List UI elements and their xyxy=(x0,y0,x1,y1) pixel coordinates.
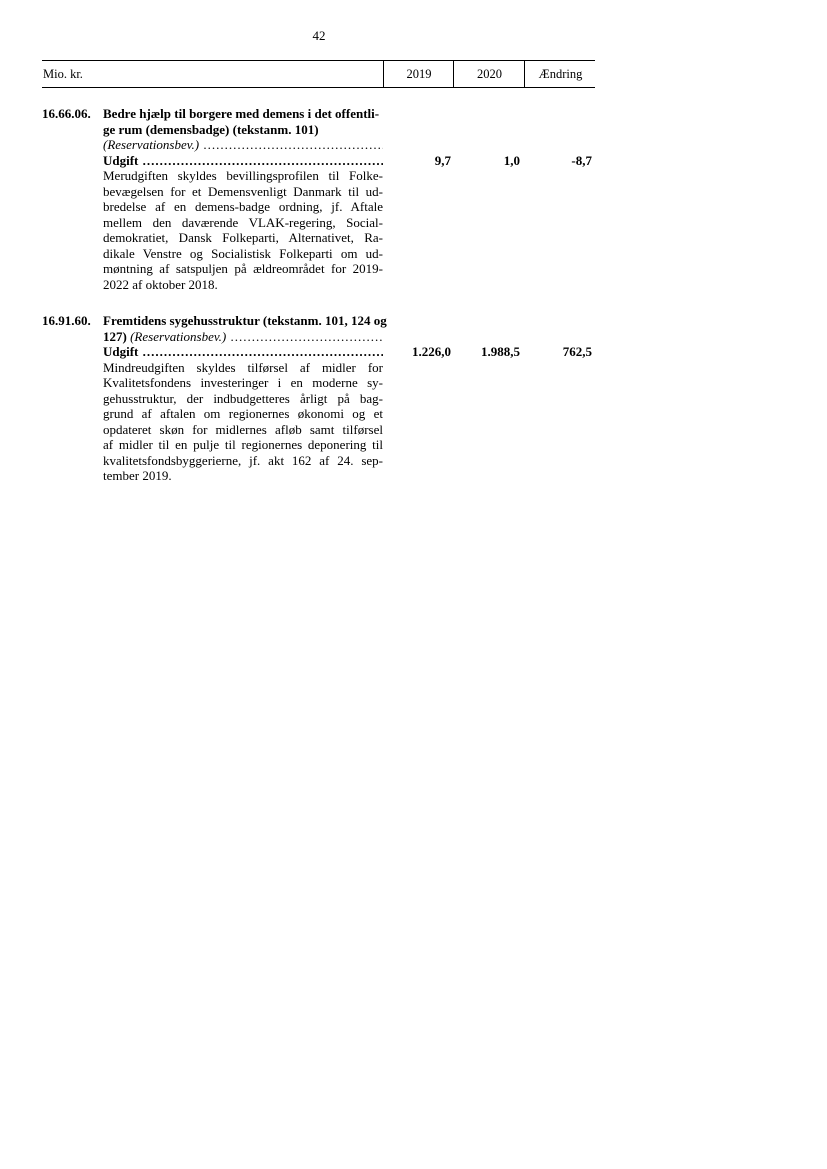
entry-title xyxy=(103,106,408,137)
udgift-line xyxy=(103,153,383,169)
entry-description xyxy=(103,168,383,292)
value-change: 762,5 xyxy=(562,344,592,359)
value-2020: 1.988,5 xyxy=(481,344,520,359)
entry-title xyxy=(103,313,408,329)
description-line: gehusstruktur, der indbudgetteres årligt på bag- xyxy=(103,390,383,406)
value-2020: 1,0 xyxy=(503,152,520,168)
description-line: Merudgiften skyldes bevillingsprofilen til Folke- xyxy=(103,168,383,183)
reservation-line xyxy=(103,137,383,153)
table-header xyxy=(42,60,595,88)
description-line: opdateret skøn for midlernes afløb samt tilførsel xyxy=(103,421,383,437)
entry-body xyxy=(103,313,387,484)
description-line: demokratiet, Dansk Folkeparti, Alternativet, Ra- xyxy=(103,230,383,245)
column-header-2019: 2019 xyxy=(383,61,454,87)
entry-title-line: Fremtidens sygehusstruktur (tekstanm. 101, 124 og xyxy=(103,313,387,328)
dot-leader xyxy=(138,153,383,169)
entry-title-line: ge rum (demensbadge) (tekstanm. 101) xyxy=(103,121,319,137)
description-line: Mindreudgiften skyldes tilførsel af midler for xyxy=(103,359,383,375)
value-change: -8,7 xyxy=(571,152,592,168)
entry-title-line: 127) xyxy=(103,328,127,344)
unit-header: Mio. kr. xyxy=(43,66,83,81)
column-header-change: Ændring xyxy=(524,61,596,87)
reservation-label: (Reservationsbev.) xyxy=(130,328,227,344)
description-line: af midler til en pulje til regionernes deponering til xyxy=(103,437,383,452)
page-number: 42 xyxy=(312,28,326,43)
udgift-line xyxy=(103,344,383,360)
entry-code: 16.66.06. xyxy=(42,106,91,121)
udgift-label: Udgift xyxy=(103,344,139,359)
value-2019: 9,7 xyxy=(434,152,451,168)
description-line: bevægelsen for et Demensvenligt Danmark til ud- xyxy=(103,183,383,199)
dot-leader xyxy=(226,329,383,345)
dot-leader xyxy=(199,137,383,153)
description-line: 2022 af oktober 2018. xyxy=(103,276,218,292)
description-line: Kvalitetsfondens investeringer i en moderne sy- xyxy=(103,375,383,390)
entry-code: 16.91.60. xyxy=(42,313,91,328)
description-line: kvalitetsfondsbyggerierne, jf. akt 162 af 24. sep- xyxy=(103,452,383,468)
description-line: bredelse af en demens-badge ordning, jf. Aftale xyxy=(103,199,383,214)
description-line: møntning af satspuljen på ældreområdet for 2019- xyxy=(103,261,383,276)
entry-title-line: Bedre hjælp til borgere med demens i det offentli- xyxy=(103,106,380,121)
column-header-2020: 2020 xyxy=(453,61,525,87)
entry-description xyxy=(103,360,383,484)
entry-body xyxy=(103,106,383,292)
description-line: mellem den daværende VLAK-regering, Social- xyxy=(103,214,383,230)
value-2019: 1.226,0 xyxy=(412,344,451,359)
description-line: tember 2019. xyxy=(103,468,172,483)
reservation-label: (Reservationsbev.) xyxy=(103,137,200,152)
udgift-label: Udgift xyxy=(103,152,139,168)
description-line: grund af aftalen om regionernes økonomi og et xyxy=(103,406,383,421)
dot-leader xyxy=(138,344,383,360)
description-line: dikale Venstre og Socialistisk Folkeparti om ud- xyxy=(103,245,383,261)
reservation-line xyxy=(103,329,383,345)
